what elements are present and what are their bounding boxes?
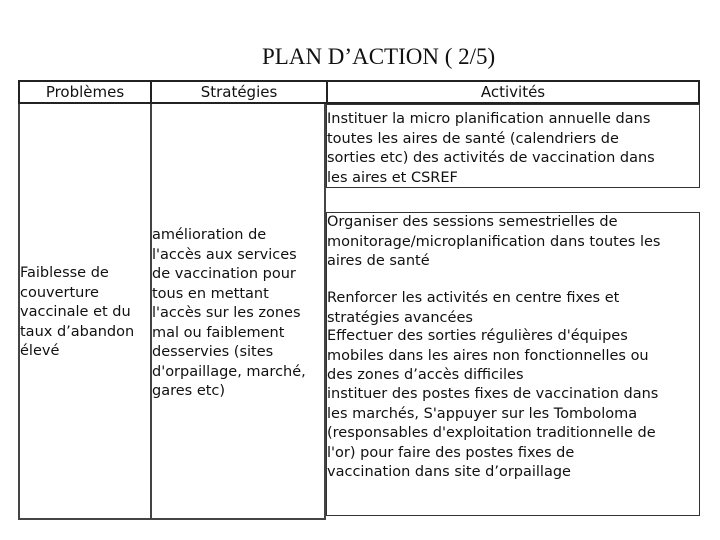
header-problems-label: Problèmes	[45, 83, 125, 101]
page-title: PLAN D’ACTION ( 2/5)	[262, 44, 496, 69]
activity-text-3: Renforcer les activités en centre fixes et stratégies avancées	[327, 290, 620, 326]
strategy-text: amélioration de l'accès aux services de vaccination pour tous en mettant l'accès sur les zones mal ou faiblement desservies (sites d'orpaillage, marché, gares etc)	[152, 227, 306, 399]
header-activities-label: Activités	[480, 83, 546, 101]
header-strategies-label: Stratégies	[200, 83, 278, 101]
header-strategies	[150, 80, 326, 104]
header-problems	[18, 80, 150, 104]
header-activities	[326, 80, 700, 104]
activity-text-1: Instituer la micro planification annuelle dans toutes les aires de santé (calendriers de sorties etc) des activités de vaccination dans les aires et CSREF	[327, 111, 655, 186]
activity-text-4: Effectuer des sorties régulières d'équipes mobiles dans les aires non fonctionnelles ou des zones d’accès difficiles	[327, 328, 649, 383]
activity-text-5: instituer des postes fixes de vaccination dans les marchés, S'appuyer sur les Tomboloma (responsables d'exploitation traditionnelle de l'or) pour faire des postes fixes de vaccination dans site d’orpaillage	[327, 386, 659, 480]
problem-text: Faiblesse de couverture vaccinale et du taux d’abandon élevé	[20, 265, 135, 359]
activity-text-2: Organiser des sessions semestrielles de monitorage/microplanification dans toutes les aires de santé	[327, 214, 661, 269]
